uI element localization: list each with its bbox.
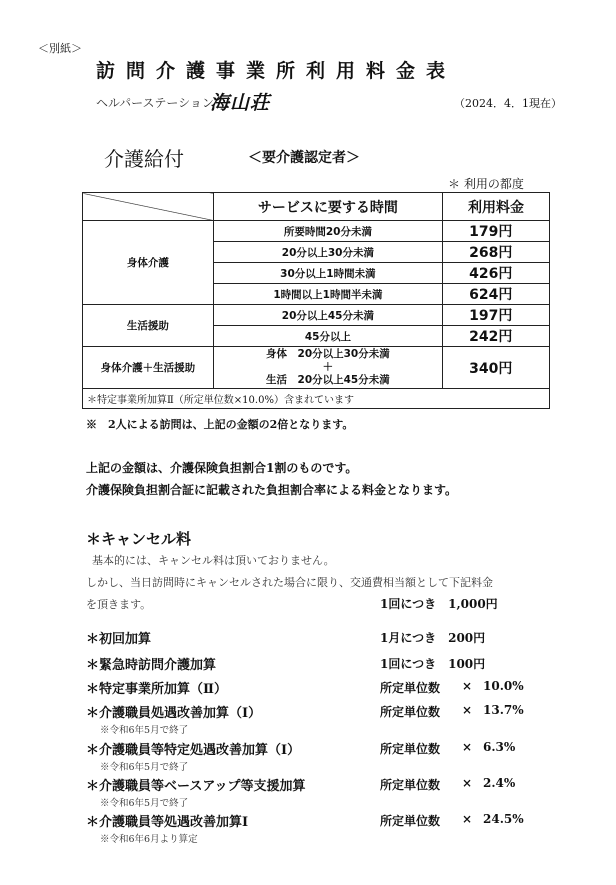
annex-label: ＜別紙＞ [38, 42, 82, 55]
multiply-sign: × [462, 679, 473, 693]
item-percent: 24.5% [483, 812, 524, 826]
item-unit: 所定単位数 [380, 778, 441, 792]
item-label: ＊介護職員等ベースアップ等支援加算 [86, 779, 306, 794]
item-label: ＊介護職員等特定処遇改善加算（Ⅰ） [86, 743, 301, 758]
cancel-text-3: を頂きます。 [86, 598, 152, 611]
col-header-time: サービスに要する時間 [213, 193, 442, 221]
section-subtitle: ＜要介護認定者＞ [248, 150, 360, 166]
cancel-text-2: しかし、当日訪問時にキャンセルされた場合に限り、交通費相当額として下記料金 [86, 576, 493, 589]
fee-cell: 426円 [443, 263, 550, 284]
table-footnote: ＊特定事業所加算Ⅱ（所定単位数×10.0%）含まれています [83, 389, 550, 409]
item-note: ※令和6年5月で終了 [100, 798, 189, 809]
time-cell: 30分以上1時間未満 [213, 263, 442, 284]
cancel-heading: ＊キャンセル料 [86, 530, 192, 548]
item-unit: 所定単位数 [380, 814, 441, 828]
page-title: 訪問介護事業所利用料金表 [96, 60, 457, 82]
item-label: ＊特定事業所加算（Ⅱ） [86, 682, 227, 697]
table-row [83, 221, 550, 242]
table-footnote-row [83, 389, 550, 409]
copay-note-1: 上記の金額は、介護保険負担割合1割のものです。 [86, 461, 358, 475]
fee-cell: 624円 [443, 284, 550, 305]
item-unit: 所定単位数 [380, 705, 441, 719]
item-percent: 2.4% [483, 776, 516, 790]
item-unit: 所定単位数 [380, 681, 441, 695]
copay-note-2: 介護保険負担割合証に記載された負担割合率による料金となります。 [86, 483, 458, 497]
item-label: ＊緊急時訪問介護加算 [86, 658, 217, 673]
time-cell: 45分以上 [213, 326, 442, 347]
combo-plus: ＋ [322, 361, 334, 373]
category-combined: 身体介護＋生活援助 [83, 347, 214, 389]
fee-cell: 197円 [443, 305, 550, 326]
item-unit: 所定単位数 [380, 742, 441, 756]
col-header-fee: 利用料金 [443, 193, 550, 221]
fee-table-header [83, 193, 550, 221]
effective-date: （2024．4．1現在） [454, 97, 562, 110]
cancel-text-1: 基本的には、キャンセル料は頂いておりません。 [92, 554, 335, 567]
item-label: ＊介護職員処遇改善加算（Ⅰ） [86, 706, 262, 721]
combo-line-physical: 身体 20分以上30分未満 [266, 348, 390, 360]
double-visit-note: ※ 2人による訪問は、上記の金額の2倍となります。 [86, 418, 354, 431]
item-note: ※令和6年5月で終了 [100, 725, 189, 736]
section-title: 介護給付 [104, 147, 184, 171]
fee-table [82, 192, 550, 409]
multiply-sign: × [462, 776, 473, 790]
per-use-note: ＊ 利用の都度 [448, 177, 524, 191]
item-value: 1回につき 100円 [380, 657, 486, 671]
fee-cell: 242円 [443, 326, 550, 347]
fee-cell: 179円 [443, 221, 550, 242]
item-percent: 6.3% [483, 740, 516, 754]
table-row [83, 347, 550, 389]
multiply-sign: × [462, 703, 473, 717]
item-label: ＊介護職員等処遇改善加算Ⅰ [86, 815, 249, 830]
time-cell: 所要時間20分未満 [213, 221, 442, 242]
combo-line-daily: 生活 20分以上45分未満 [266, 374, 390, 386]
diagonal-header-cell [83, 193, 214, 221]
item-value: 1月につき 200円 [380, 631, 486, 645]
item-note: ※令和6年6月より算定 [100, 834, 198, 845]
combined-time-cell [213, 347, 442, 389]
time-cell: 1時間以上1時間半未満 [213, 284, 442, 305]
multiply-sign: × [462, 740, 473, 754]
item-label: ＊初回加算 [86, 632, 152, 647]
item-percent: 13.7% [483, 703, 524, 717]
table-row [83, 305, 550, 326]
time-cell: 20分以上45分未満 [213, 305, 442, 326]
multiply-sign: × [462, 812, 473, 826]
time-cell: 20分以上30分未満 [213, 242, 442, 263]
cancel-fee: 1回につき 1,000円 [380, 597, 498, 611]
station-name: 海山荘 [210, 92, 271, 114]
station-label: ヘルパーステーション [96, 96, 214, 110]
item-percent: 10.0% [483, 679, 524, 693]
category-daily-living: 生活援助 [83, 305, 214, 347]
item-note: ※令和6年5月で終了 [100, 762, 189, 773]
fee-cell: 268円 [443, 242, 550, 263]
category-physical-care: 身体介護 [83, 221, 214, 305]
fee-cell: 340円 [443, 347, 550, 389]
